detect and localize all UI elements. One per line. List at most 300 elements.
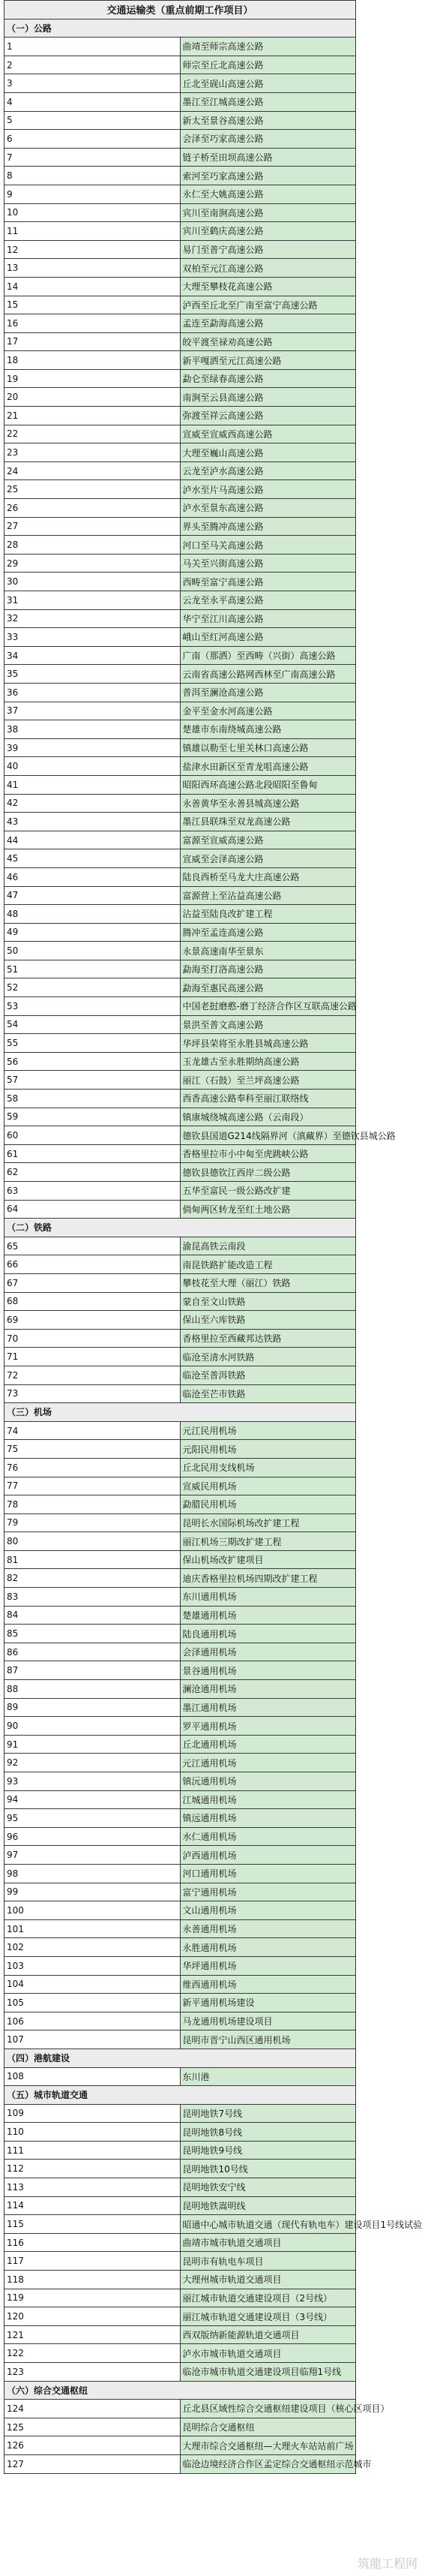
row-number: 120 (4, 2307, 181, 2326)
table-row (4, 1919, 356, 1938)
table-row (4, 1994, 356, 2012)
table-row (4, 1569, 356, 1588)
row-number: 61 (4, 1144, 181, 1163)
row-number: 116 (4, 2233, 181, 2252)
row-number: 52 (4, 978, 181, 997)
table-row (4, 1938, 356, 1957)
project-name: 昆明地铁9号线 (180, 2141, 356, 2160)
project-name: 宾川至鹤庆高速公路 (180, 222, 356, 241)
row-number: 37 (4, 702, 181, 720)
row-number: 22 (4, 425, 181, 443)
row-number: 125 (4, 2418, 181, 2436)
row-number: 98 (4, 1864, 181, 1883)
row-number: 54 (4, 1015, 181, 1034)
row-number: 126 (4, 2436, 181, 2455)
table-row (4, 2344, 356, 2363)
table-row (4, 1052, 356, 1071)
project-name: 永善黄华至永善县城高速公路 (180, 794, 356, 813)
project-name: 陆良西桥至马龙大庄高速公路 (180, 867, 356, 886)
row-number: 107 (4, 2030, 181, 2049)
row-number: 28 (4, 536, 181, 555)
table-row (4, 74, 356, 93)
table-row (4, 314, 356, 333)
table-row (4, 2104, 356, 2123)
row-number: 14 (4, 277, 181, 296)
project-name: 元江民用机场 (180, 1421, 356, 1440)
row-number: 6 (4, 130, 181, 149)
row-number: 115 (4, 2215, 181, 2234)
project-name: 保山至六库铁路 (180, 1311, 356, 1330)
table-row (4, 1495, 356, 1514)
row-number: 3 (4, 74, 181, 93)
table-row (4, 480, 356, 499)
project-name: 大理至攀枝花高速公路 (180, 277, 356, 296)
table-row (4, 148, 356, 167)
table-row (4, 1090, 356, 1108)
row-number: 63 (4, 1182, 181, 1201)
row-number: 79 (4, 1513, 181, 1532)
table-row (4, 960, 356, 978)
table-row (4, 2418, 356, 2436)
row-number: 84 (4, 1606, 181, 1625)
project-name: 临沧至普洱铁路 (180, 1366, 356, 1384)
row-number: 118 (4, 2271, 181, 2289)
project-name: 大理市综合交通枢纽—大理火车站站前广场 (180, 2436, 356, 2455)
row-number: 108 (4, 2067, 181, 2086)
row-number: 111 (4, 2141, 181, 2160)
row-number: 26 (4, 499, 181, 518)
table-row (4, 517, 356, 536)
project-name: 弥渡至祥云高速公路 (180, 407, 356, 425)
table-title: 交通运输类（重点前期工作项目） (4, 1, 356, 20)
project-name: 云龙至泸水高速公路 (180, 461, 356, 480)
row-number: 23 (4, 443, 181, 462)
row-number: 47 (4, 886, 181, 905)
project-name: 丘北通用机场 (180, 1735, 356, 1754)
table-row (4, 1680, 356, 1699)
project-name: 西畴至富宁高速公路 (180, 573, 356, 591)
project-name: 云南省高速公路网西林至广南高速公路 (180, 665, 356, 684)
row-number: 86 (4, 1643, 181, 1661)
project-name: 大理州城市轨道交通项目 (180, 2271, 356, 2289)
table-row (4, 277, 356, 296)
row-number: 104 (4, 1975, 181, 1994)
table-row (4, 1532, 356, 1551)
row-number: 62 (4, 1163, 181, 1182)
table-row (4, 1200, 356, 1219)
table-row (4, 2233, 356, 2252)
table-row (4, 1883, 356, 1901)
project-name: 中国老挝磨憨-磨丁经济合作区互联高速公路 (180, 997, 356, 1016)
table-row (4, 1071, 356, 1090)
row-number: 74 (4, 1421, 181, 1440)
table-row (4, 1034, 356, 1053)
row-number: 56 (4, 1052, 181, 1071)
table-row (4, 2271, 356, 2289)
project-name: 文山通用机场 (180, 1901, 356, 1920)
project-name: 昆明地铁8号线 (180, 2123, 356, 2142)
project-name: 五华至富民一级公路改扩建 (180, 1182, 356, 1201)
table-row (4, 1126, 356, 1145)
table-row (4, 978, 356, 997)
row-number: 57 (4, 1071, 181, 1090)
section-header-row (4, 2086, 356, 2105)
project-name: 河口至马关高速公路 (180, 536, 356, 555)
table-row (4, 1625, 356, 1643)
table-row (4, 905, 356, 924)
table-row (4, 609, 356, 628)
row-number: 15 (4, 296, 181, 314)
project-name: 界头至腾冲高速公路 (180, 517, 356, 536)
project-name: 大理至巍山高速公路 (180, 443, 356, 462)
table-row (4, 2160, 356, 2178)
table-row (4, 1790, 356, 1809)
project-name: 会泽通用机场 (180, 1643, 356, 1661)
project-table (4, 0, 422, 2474)
section-header-row (4, 19, 356, 38)
row-number: 44 (4, 831, 181, 849)
row-number: 68 (4, 1292, 181, 1311)
row-number: 89 (4, 1698, 181, 1717)
section-header-row (4, 2048, 356, 2067)
project-name: 师宗至丘北高速公路 (180, 56, 356, 74)
row-number: 25 (4, 480, 181, 499)
row-number: 43 (4, 813, 181, 831)
table-row (4, 2196, 356, 2215)
project-name: 元江通用机场 (180, 1754, 356, 1772)
table-row (4, 1809, 356, 1828)
project-name: 会泽至巧家高速公路 (180, 130, 356, 149)
row-number: 9 (4, 185, 181, 203)
project-name: 链子桥至田坝高速公路 (180, 148, 356, 167)
table-row (4, 1698, 356, 1717)
project-name: 镇远通用机场 (180, 1809, 356, 1828)
project-name: 昭通中心城市轨道交通（现代有轨电车）建设项目1号线试验 (180, 2215, 356, 2234)
project-name: 腾冲至孟连高速公路 (180, 923, 356, 942)
row-number: 82 (4, 1569, 181, 1588)
table-row (4, 757, 356, 776)
row-number: 1 (4, 38, 181, 56)
project-name: 楚雄市东南绕城高速公路 (180, 720, 356, 739)
row-number: 122 (4, 2344, 181, 2363)
section-header-row (4, 1403, 356, 1422)
table-row (4, 1754, 356, 1772)
project-name: 双柏至元江高速公路 (180, 259, 356, 278)
table-row (4, 461, 356, 480)
row-number: 51 (4, 960, 181, 978)
row-number: 17 (4, 332, 181, 351)
table-title-row (4, 1, 356, 20)
project-name: 丘北民用支线机场 (180, 1458, 356, 1477)
project-name: 永善通用机场 (180, 1919, 356, 1938)
project-name: 南涧至云县高速公路 (180, 388, 356, 407)
table-row (4, 2141, 356, 2160)
row-number: 73 (4, 1384, 181, 1403)
row-number: 76 (4, 1458, 181, 1477)
row-number: 18 (4, 351, 181, 370)
row-number: 31 (4, 591, 181, 610)
project-name: 富宁通用机场 (180, 1883, 356, 1901)
project-name: 宣威民用机场 (180, 1477, 356, 1495)
table-row (4, 683, 356, 702)
table-row (4, 1588, 356, 1607)
project-name: 东川通用机场 (180, 1588, 356, 1607)
row-number: 2 (4, 56, 181, 74)
row-number: 101 (4, 1919, 181, 1938)
row-number: 80 (4, 1532, 181, 1551)
table-row (4, 1108, 356, 1126)
row-number: 99 (4, 1883, 181, 1901)
table-row (4, 2454, 356, 2473)
project-name: 临沧边境经济合作区孟定综合交通枢纽示范城市 (180, 2454, 356, 2473)
row-number: 72 (4, 1366, 181, 1384)
row-number: 93 (4, 1772, 181, 1791)
table-row (4, 56, 356, 74)
project-name: 永景高速南华至景东 (180, 942, 356, 960)
project-name: 泸西至丘北至广南至富宁高速公路 (180, 296, 356, 314)
table-row (4, 1329, 356, 1348)
watermark-text: 筑龍工程网 (357, 2556, 418, 2571)
row-number: 90 (4, 1717, 181, 1736)
project-name: 镇雄以勒至七里关林口高速公路 (180, 738, 356, 757)
table-row (4, 1237, 356, 1255)
table-row (4, 2289, 356, 2307)
project-name: 楚雄通用机场 (180, 1606, 356, 1625)
row-number: 100 (4, 1901, 181, 1920)
project-name: 临沧至清水河铁路 (180, 1348, 356, 1366)
project-name: 华坪县荣将至永胜县城高速公路 (180, 1034, 356, 1053)
section-label: （五）城市轨道交通 (4, 2086, 356, 2105)
table-row (4, 1772, 356, 1791)
table-row (4, 867, 356, 886)
table-row (4, 259, 356, 278)
row-number: 124 (4, 2400, 181, 2418)
row-number: 7 (4, 148, 181, 167)
row-number: 75 (4, 1440, 181, 1459)
project-name: 皎平渡至禄劝高速公路 (180, 332, 356, 351)
table-row (4, 388, 356, 407)
project-name: 昆明市晋宁山西区通用机场 (180, 2030, 356, 2049)
project-name: 香格里拉市小中甸至虎跳峡公路 (180, 1144, 356, 1163)
project-name: 永仁至大姚高速公路 (180, 185, 356, 203)
project-name: 曲靖至师宗高速公路 (180, 38, 356, 56)
project-name: 孟连至勐海高速公路 (180, 314, 356, 333)
row-number: 106 (4, 2012, 181, 2030)
table-row (4, 1384, 356, 1403)
project-name: 西双版纳新能源轨道交通项目 (180, 2325, 356, 2344)
table-row (4, 646, 356, 665)
row-number: 21 (4, 407, 181, 425)
project-name: 宾川至南涧高速公路 (180, 203, 356, 222)
row-number: 105 (4, 1994, 181, 2012)
project-name: 昆明地铁嵩明线 (180, 2196, 356, 2215)
table-row (4, 111, 356, 130)
project-name: 蒙自至文山铁路 (180, 1292, 356, 1311)
row-number: 67 (4, 1273, 181, 1292)
project-name: 德钦县德钦江西岸二级公路 (180, 1163, 356, 1182)
row-number: 103 (4, 1956, 181, 1975)
row-number: 8 (4, 167, 181, 185)
row-number: 42 (4, 794, 181, 813)
table-row (4, 1643, 356, 1661)
row-number: 110 (4, 2123, 181, 2142)
project-name: 勐海至惠民高速公路 (180, 978, 356, 997)
table-row (4, 2178, 356, 2197)
table-row (4, 130, 356, 149)
project-name: 马龙通用机场建设项目 (180, 2012, 356, 2030)
project-name: 丽江城市轨道交通建设项目（3号线） (180, 2307, 356, 2326)
row-number: 127 (4, 2454, 181, 2473)
project-name: 河口通用机场 (180, 1864, 356, 1883)
project-name: 丘北县区域性综合交通枢纽建设项目（核心区项目） (180, 2400, 356, 2418)
table-row (4, 167, 356, 185)
project-name: 勐腊民用机场 (180, 1495, 356, 1514)
project-name: 景谷通用机场 (180, 1661, 356, 1680)
row-number: 65 (4, 1237, 181, 1255)
project-name: 南昆铁路扩能改造工程 (180, 1255, 356, 1274)
project-name: 昆明市有轨电车项目 (180, 2252, 356, 2271)
row-number: 34 (4, 646, 181, 665)
project-name: 保山机场改扩建项目 (180, 1550, 356, 1569)
project-name: 泸水至片马高速公路 (180, 480, 356, 499)
row-number: 48 (4, 905, 181, 924)
project-name: 宣威至会泽高速公路 (180, 849, 356, 868)
table-row (4, 1956, 356, 1975)
row-number: 87 (4, 1661, 181, 1680)
table-row (4, 942, 356, 960)
section-label: （三）机场 (4, 1403, 356, 1422)
row-number: 53 (4, 997, 181, 1016)
section-label: （四）港航建设 (4, 2048, 356, 2067)
table-row (4, 1827, 356, 1846)
project-name: 新平通用机场建设 (180, 1994, 356, 2012)
table-row (4, 2252, 356, 2271)
table-row (4, 1292, 356, 1311)
project-name: 新平嘎洒至元江高速公路 (180, 351, 356, 370)
row-number: 70 (4, 1329, 181, 1348)
project-name: 江城通用机场 (180, 1790, 356, 1809)
table-row (4, 831, 356, 849)
project-name: 东川港 (180, 2067, 356, 2086)
table-row (4, 573, 356, 591)
table-row (4, 923, 356, 942)
project-name: 罗平通用机场 (180, 1717, 356, 1736)
table-row (4, 1144, 356, 1163)
row-number: 24 (4, 461, 181, 480)
row-number: 5 (4, 111, 181, 130)
table-row (4, 775, 356, 794)
table-row (4, 1366, 356, 1384)
table-row (4, 1273, 356, 1292)
project-name: 马关至兴街高速公路 (180, 554, 356, 573)
row-number: 91 (4, 1735, 181, 1754)
row-number: 33 (4, 628, 181, 647)
row-number: 11 (4, 222, 181, 241)
project-name: 墨江县联珠至双龙高速公路 (180, 813, 356, 831)
row-number: 121 (4, 2325, 181, 2344)
project-name: 陆良通用机场 (180, 1625, 356, 1643)
row-number: 71 (4, 1348, 181, 1366)
table-row (4, 499, 356, 518)
table-row (4, 702, 356, 720)
row-number: 27 (4, 517, 181, 536)
row-number: 117 (4, 2252, 181, 2271)
row-number: 58 (4, 1090, 181, 1108)
project-name: 昆明地铁10号线 (180, 2160, 356, 2178)
table-row (4, 1255, 356, 1274)
row-number: 60 (4, 1126, 181, 1145)
spreadsheet (4, 0, 422, 2474)
row-number: 19 (4, 369, 181, 388)
table-row (4, 536, 356, 555)
table-row (4, 738, 356, 757)
row-number: 32 (4, 609, 181, 628)
section-header-row (4, 1219, 356, 1237)
section-header-row (4, 2381, 356, 2400)
project-name: 墨江通用机场 (180, 1698, 356, 1717)
project-name: 镇康城绕城高速公路（云南段） (180, 1108, 356, 1126)
row-number: 83 (4, 1588, 181, 1607)
row-number: 39 (4, 738, 181, 757)
project-name: 勐仑至绿春高速公路 (180, 369, 356, 388)
row-number: 13 (4, 259, 181, 278)
row-number: 46 (4, 867, 181, 886)
row-number: 69 (4, 1311, 181, 1330)
table-row (4, 1348, 356, 1366)
table-row (4, 92, 356, 111)
table-row (4, 1440, 356, 1459)
row-number: 55 (4, 1034, 181, 1053)
row-number: 95 (4, 1809, 181, 1828)
row-number: 66 (4, 1255, 181, 1274)
table-row (4, 997, 356, 1016)
row-number: 113 (4, 2178, 181, 2197)
table-row (4, 351, 356, 370)
row-number: 38 (4, 720, 181, 739)
table-row (4, 1421, 356, 1440)
table-row (4, 665, 356, 684)
row-number: 41 (4, 775, 181, 794)
project-name: 玉龙雄古至永胜期纳高速公路 (180, 1052, 356, 1071)
table-row (4, 1735, 356, 1754)
table-row (4, 1975, 356, 1994)
table-row (4, 1015, 356, 1034)
table-row (4, 2123, 356, 2142)
table-row (4, 407, 356, 425)
table-row (4, 2436, 356, 2455)
project-name: 昆明综合交通枢纽 (180, 2418, 356, 2436)
project-name: 易门至普宁高速公路 (180, 240, 356, 259)
project-name: 普洱至澜沧高速公路 (180, 683, 356, 702)
table-row (4, 794, 356, 813)
row-number: 10 (4, 203, 181, 222)
row-number: 45 (4, 849, 181, 868)
table-row (4, 2400, 356, 2418)
row-number: 29 (4, 554, 181, 573)
project-name: 丽江城市轨道交通建设项目（2号线） (180, 2289, 356, 2307)
table-row (4, 222, 356, 241)
row-number: 119 (4, 2289, 181, 2307)
table-row (4, 185, 356, 203)
project-name: 镇沅通用机场 (180, 1772, 356, 1791)
table-row (4, 1846, 356, 1865)
project-name: 丘北至砚山高速公路 (180, 74, 356, 93)
row-number: 102 (4, 1938, 181, 1957)
table-row (4, 240, 356, 259)
table-row (4, 886, 356, 905)
project-name: 峨山至红河高速公路 (180, 628, 356, 647)
table-row (4, 1606, 356, 1625)
